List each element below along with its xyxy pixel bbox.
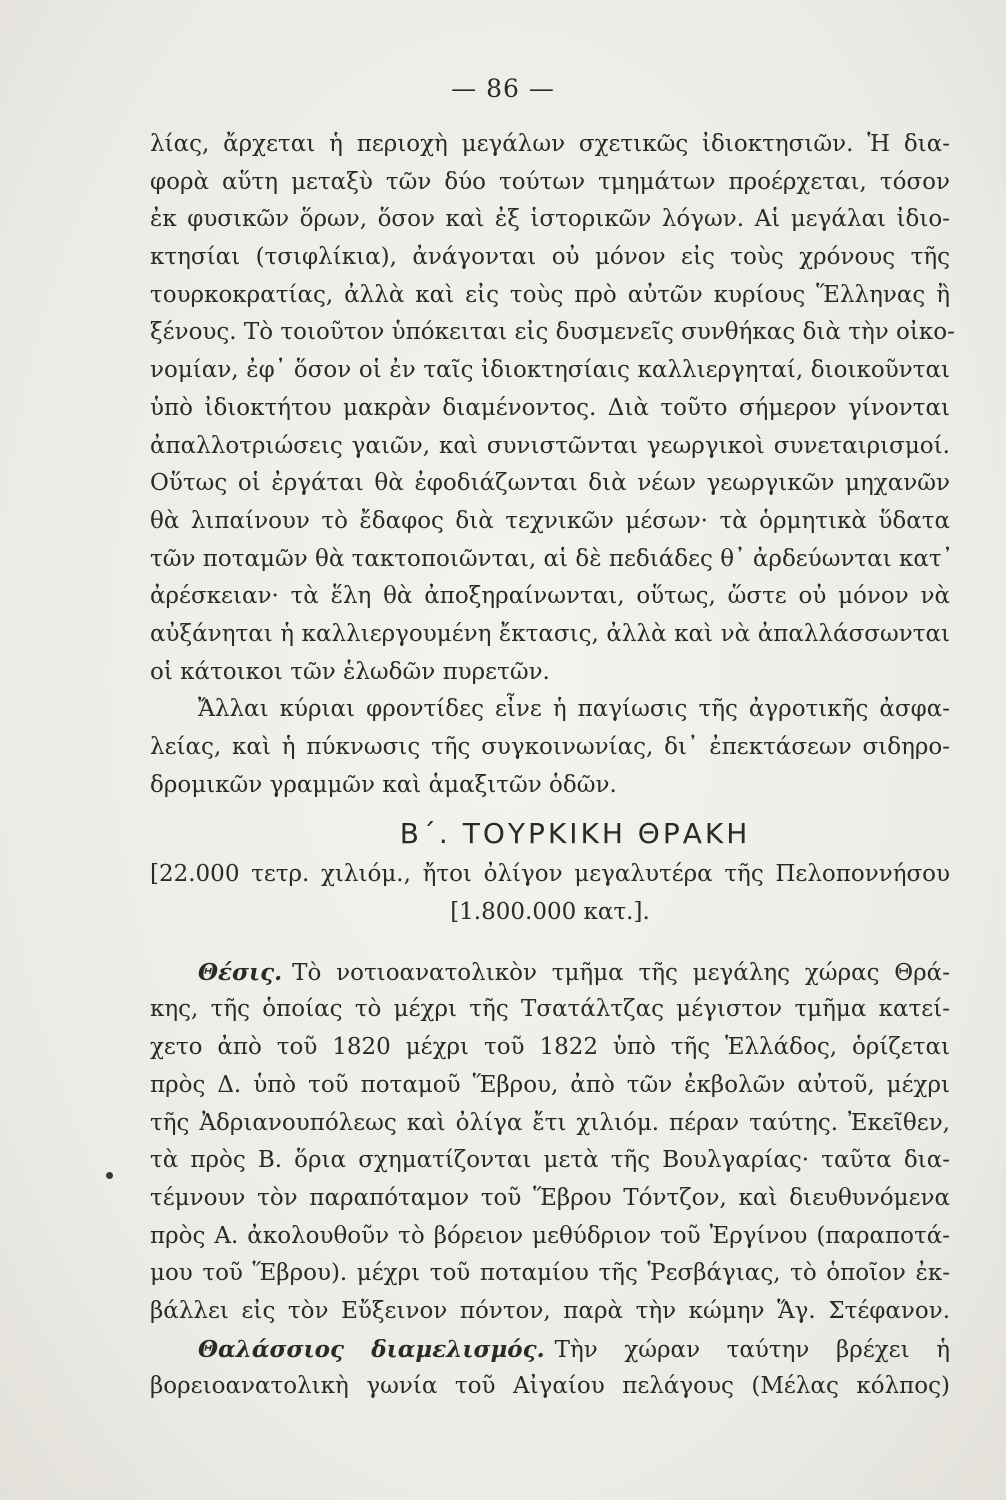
- spacer: [150, 932, 950, 954]
- text-line: τὰ πρὸς Β. ὅρια σχηματίζονται μετὰ τῆς Βουλγαρίας· ταῦτα δια-: [150, 1147, 950, 1174]
- text-line: ἐκ φυσικῶν ὅρων, ὅσον καὶ ἐξ ἱστορικῶν λόγων. Αἱ μεγάλαι ἰδιο-: [150, 206, 950, 233]
- sea-label: Θαλάσσιος διαμελισμός.: [198, 1335, 545, 1363]
- sea-text: Τὴν χώραν ταύτην βρέχει ἡ: [554, 1336, 950, 1363]
- thesis-label: Θέσις.: [198, 958, 283, 986]
- text-line: λίας, ἄρχεται ἡ περιοχὴ μεγάλων σχετικῶς ἰδιοκτησιῶν. Ἡ δια-: [150, 131, 950, 157]
- text-line: βορειοανατολικὴ γωνία τοῦ Αἰγαίου πελάγους (Μέλας κόλπος): [150, 1373, 950, 1400]
- text-line: τέμνουν τὸν παραπόταμον τοῦ Ἕβρου Τόντζον, καὶ διευθυνόμενα: [150, 1184, 950, 1211]
- text-line: ὑπὸ ἰδιοκτήτου μακρὰν διαμένοντος. Διὰ τοῦτο σήμερον γίνονται: [150, 394, 950, 421]
- text-line: οἱ κάτοικοι τῶν ἑλωδῶν πυρετῶν.: [150, 658, 550, 685]
- margin-dot: [106, 1172, 113, 1179]
- text-line: χετο ἀπὸ τοῦ 1820 μέχρι τοῦ 1822 ὑπὸ τῆς Ἑλλάδος, ὁρίζεται: [150, 1034, 950, 1061]
- text-line: τῶν ποταμῶν θὰ τακτοποιῶνται, αἱ δὲ πεδιάδες θ᾽ ἀρδεύωνται κατ᾽: [150, 545, 954, 572]
- text-line: πρὸς Α. ἀκολουθοῦν τὸ βόρειον μεθύδριον τοῦ Ἐργίνου (παραποτά-: [150, 1222, 950, 1249]
- thesis-text: Τὸ νοτιοανατολικὸν τμῆμα τῆς μεγάλης χώρας Θρά-: [292, 959, 950, 986]
- text-line: βάλλει εἰς τὸν Εὔξεινον πόντον, παρὰ τὴν κώμην Ἅγ. Στέφανον.: [150, 1297, 950, 1324]
- section-subtitle: [1.800.000 κατ.].: [450, 899, 650, 926]
- section-subtitle: [22.000 τετρ. χιλιόμ., ἤτοι ὀλίγον μεγαλυτέρα τῆς Πελοποννήσου: [150, 861, 950, 888]
- text-line: ἀρέσκειαν· τὰ ἕλη θὰ ἀποξηραίνωνται, οὕτως, ὥστε οὐ μόνον νὰ: [150, 583, 950, 610]
- section-title: Β΄. ΤΟΥΡΚΙΚΗ ΘΡΑΚΗ: [399, 817, 751, 851]
- text-line: δρομικῶν γραμμῶν καὶ ἁμαξιτῶν ὁδῶν.: [150, 771, 617, 798]
- text-line: ἀπαλλοτριώσεις γαιῶν, καὶ συνιστῶνται γεωργικοὶ συνεταιρισμοί.: [150, 432, 950, 459]
- text-line: θὰ λιπαίνουν τὸ ἔδαφος διὰ τεχνικῶν μέσων· τὰ ὁρμητικὰ ὕδατα: [150, 507, 950, 534]
- text-line: νομίαν, ἐφ᾽ ὅσον οἱ ἐν ταῖς ἰδιοκτησίαις καλλιεργηταί, διοικοῦνται: [150, 357, 950, 384]
- text-line: ξένους. Τὸ τοιοῦτον ὑπόκειται εἰς δυσμενεῖς συνθήκας διὰ τὴν οἰκο-: [150, 319, 955, 346]
- sea-first-line: [150, 1331, 950, 1369]
- text-line: κης, τῆς ὁποίας τὸ μέχρι τῆς Τσατάλτζας μέγιστον τμῆμα κατεί-: [150, 996, 950, 1023]
- text-line: Ἄλλαι κύριαι φροντίδες εἶνε ἡ παγίωσις τῆς ἀγροτικῆς ἀσφα-: [198, 696, 950, 723]
- text-line: φορὰ αὕτη μεταξὺ τῶν δύο τούτων τμημάτων προέρχεται, τόσον: [150, 168, 950, 195]
- text-line: τῆς Ἀδριανουπόλεως καὶ ὀλίγα ἔτι χιλιόμ. πέραν ταύτης. Ἐκεῖθεν,: [150, 1109, 950, 1136]
- text-line: μου τοῦ Ἕβρου). μέχρι τοῦ ποταμίου τῆς Ῥεσβάγιας, τὸ ὁποῖον ἐκ-: [150, 1260, 950, 1287]
- text-line: τουρκοκρατίας, ἀλλὰ καὶ εἰς τοὺς πρὸ αὐτῶν κυρίους Ἕλληνας ἢ: [150, 281, 950, 308]
- thesis-first-line: [150, 954, 950, 992]
- text-line: Οὕτως οἱ ἐργάται θὰ ἐφοδιάζωνται διὰ νέων γεωργικῶν μηχανῶν: [150, 470, 950, 497]
- page-body: [150, 126, 955, 1406]
- text-line: κτησίαι (τσιφλίκια), ἀνάγονται οὐ μόνον εἰς τοὺς χρόνους τῆς: [150, 244, 950, 271]
- text-line: αὐξάνηται ἡ καλλιεργουμένη ἔκτασις, ἀλλὰ καὶ νὰ ἀπαλλάσσωνται: [150, 620, 950, 647]
- text-line: λείας, καὶ ἡ πύκνωσις τῆς συγκοινωνίας, δι᾽ ἐπεκτάσεων σιδηρο-: [150, 734, 950, 760]
- page-number: — 86 —: [451, 74, 555, 103]
- text-line: πρὸς Δ. ὑπὸ τοῦ ποταμοῦ Ἕβρου, ἀπὸ τῶν ἐκβολῶν αὐτοῦ, μέχρι: [150, 1071, 950, 1098]
